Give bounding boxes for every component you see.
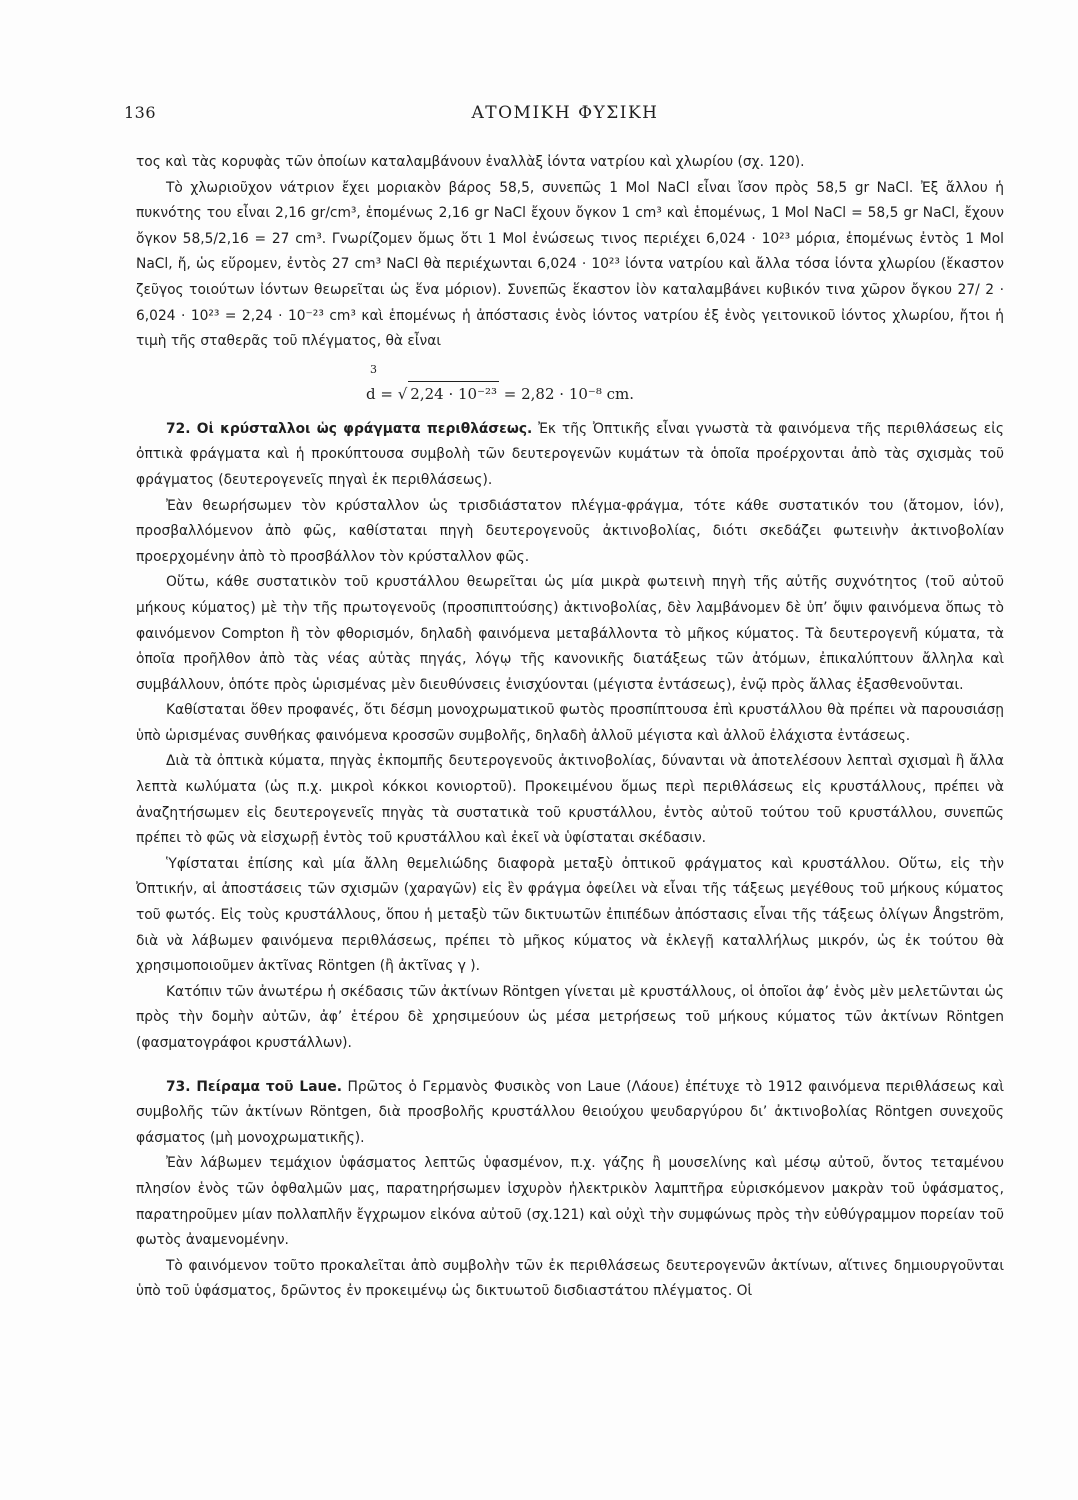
paragraph: Τὸ φαινόμενον τοῦτο προκαλεῖται ἀπὸ συμβολὴν τῶν ἐκ περιθλάσεως δευτερογενῶν ἀκτίνων, αἵτινες δημιουργοῦνται ὑπὸ τοῦ ὑφάσματος, δρῶντος ἐν προκειμένῳ ὡς δικτυωτοῦ δισδιαστάτου πλέγματος. Οἱ [136, 1257, 1004, 1300]
formula-rhs: = 2,82 · 10⁻⁸ cm. [499, 384, 635, 403]
paragraph: Καθίσταται ὅθεν προφανές, ὅτι δέσμη μονοχρωματικοῦ φωτὸς προσπίπτουσα ἐπὶ κρυστάλλου θὰ πρέπει νὰ παρουσιάσῃ ὑπὸ ὡρισμένας συνθήκας φαινόμενα κροσσῶν συμβολῆς, δηλαδὴ ἀλλοῦ μέγιστα καὶ ἀλλοῦ ἐλάχιστα ἐντάσεως. [136, 702, 1004, 744]
formula-lhs: d = [366, 384, 398, 403]
section-72-heading: 72. Οἱ κρύσταλλοι ὡς φράγματα περιθλάσεως. [166, 420, 533, 437]
section-73-heading: 73. Πείραμα τοῦ Laue. [166, 1078, 342, 1095]
section-72-intro: Ἐκ τῆς Ὀπτικῆς εἶναι γνωστὰ τὰ φαινόμενα τῆς περιθλάσεως εἰς ὀπτικὰ φράγματα καὶ ἡ προκύπτουσα συμβολὴ τῶν δευτερογενῶν κυμάτων τὰ ὁποῖα προέρχονται ἀπὸ τὰς σχισμὰς τοῦ φράγματος (δευτερογενεῖς πηγαὶ ἐκ περιθλάσεως). [136, 420, 1004, 488]
paragraph: Οὕτω, κάθε συστατικὸν τοῦ κρυστάλλου θεωρεῖται ὡς μία μικρὰ φωτεινὴ πηγὴ τῆς αὐτῆς συχνότητος (τοῦ αὐτοῦ μήκους κύματος) μὲ τὴν τῆς πρωτογενοῦς (προσπιπτούσης) ἀκτινοβολίας, δὲν λαμβάνομεν δὲ ὑπ’ ὄψιν φαινόμενα ὅπως τὸ φαινόμενον Compton ἢ τὸν φθορισμόν, δηλαδὴ φαινόμενα μεταβάλλοντα τὸ μῆκος κύματος. Τὰ δευτερογενῆ κύματα, τὰ ὁποῖα προῆλθον ἀπὸ τὰς νέας αὐτὰς πηγάς, λόγῳ τῆς κανονικῆς διατάξεως τῶν ἀτόμων, ἐπικαλύπτουν ἄλληλα καὶ συμβάλλουν, ὁπότε πρὸς ὡρισμένας μὲν διευθύνσεις ἐνισχύονται (μέγιστα ἐντάσεως), ἐνῷ πρὸς ἄλλας ἐξασθενοῦνται. [136, 574, 1004, 693]
paragraph-continuation: τος καὶ τὰς κορυφὰς τῶν ὁποίων καταλαμβάνουν ἐναλλὰξ ἰόντα νατρίου καὶ χλωρίου (σχ. 120). [136, 154, 805, 170]
formula-expression [366, 381, 634, 408]
radical-sign: √ [397, 384, 408, 403]
root-index: 3 [370, 362, 377, 376]
paragraph: Ἐὰν θεωρήσωμεν τὸν κρύσταλλον ὡς τρισδιάστατον πλέγμα-φράγμα, τότε κάθε συστατικόν του (ἄτομον, ἰόν), προσβαλλόμενον ἀπὸ φῶς, καθίσταται πηγὴ δευτερογενοῦς ἀκτινοβολίας, διότι σκεδάζει φωτεινὴν ἀκτινοβολίαν προερχομένην ἀπὸ τὸ προσβάλλον τὸν κρύσταλλον φῶς. [136, 497, 1004, 565]
lattice-constant-formula [136, 355, 1004, 417]
paragraph-nacl-calculation: Τὸ χλωριοῦχον νάτριον ἔχει μοριακὸν βάρος 58,5, συνεπῶς 1 Mol NaCl εἶναι ἴσον πρὸς 58,5 gr NaCl. Ἐξ ἄλλου ἡ πυκνότης του εἶναι 2,16 gr/cm³, ἑπομένως 2,16 gr NaCl ἔχουν ὄγκον 1 cm³ καὶ ἑπομένως, 1 Mol NaCl = 58,5 gr NaCl, ἔχουν ὄγκον 58,5/2,16 = 27 cm³. Γνωρίζομεν ὅμως ὅτι 1 Mol ἐνώσεως τινος περιέχει 6,024 · 10²³ μόρια, ἑπομένως ἐντὸς 1 Mol NaCl, ἤ, ὡς εὕρομεν, ἐντὸς 27 cm³ NaCl θὰ περιέχωνται 6,024 · 10²³ ἰόντα νατρίου καὶ ἄλλα τόσα ἰόντα χλωρίου (ἕκαστον ζεῦγος τοιούτων ἰόντων θεωρεῖται ὡς ἕνα μόριον). Συνεπῶς ἕκαστον ἰὸν καταλαμβάνει κυβικόν τινα χῶρον ὄγκου 27/ 2 · 6,024 · 10²³ = 2,24 · 10⁻²³ cm³ καὶ ἑπομένως ἡ ἀπόστασις ἑνὸς ἰόντος νατρίου ἐξ ἑνὸς γειτονικοῦ ἰόντος χλωρίου, ἤτοι ἡ τιμὴ τῆς σταθερᾶς τοῦ πλέγματος, θὰ εἶναι [136, 179, 1004, 350]
formula-radicand: 2,24 · 10⁻²³ [408, 381, 499, 408]
page-number: 136 [124, 103, 157, 122]
running-title: ΑΤΟΜΙΚΗ ΦΥΣΙΚΗ [471, 103, 659, 123]
section-72-paragraph [136, 417, 1004, 494]
section-spacer [136, 1057, 1004, 1075]
paragraph: Διὰ τὰ ὀπτικὰ κύματα, πηγὰς ἐκπομπῆς δευτερογενοῦς ἀκτινοβολίας, δύνανται νὰ ἀποτελέσουν λεπταὶ σχισμαὶ ἢ ἄλλα λεπτὰ κωλύματα (ὡς π.χ. μικροὶ κόκκοι κονιορτοῦ). Προκειμένου ὅμως περὶ περιθλάσεως εἰς κρυστάλλους, πρέπει νὰ ἀναζητήσωμεν εἰς δευτερογενεῖς πηγὰς τὰ συστατικὰ τοῦ κρυστάλλου, ἐντὸς αὐτοῦ τούτου τοῦ κρυστάλλου, συνεπῶς πρέπει τὸ φῶς νὰ εἰσχωρῇ ἐντὸς τοῦ κρυστάλλου καὶ ἐκεῖ νὰ ὑφίσταται σκέδασιν. [136, 753, 1004, 847]
section-73-paragraph [136, 1075, 1004, 1152]
page-header [124, 103, 1006, 127]
paragraph: Ἐὰν λάβωμεν τεμάχιον ὑφάσματος λεπτῶς ὑφασμένον, π.χ. γάζης ἢ μουσελίνης καὶ μέσῳ αὐτοῦ, ὄντος τεταμένου πλησίον ἑνὸς τῶν ὀφθαλμῶν μας, παρατηρήσωμεν ἰσχυρὸν ἠλεκτρικὸν λαμπτῆρα εὑρισκόμενον μακρὰν τοῦ ὑφάσματος, παρατηροῦμεν μίαν πολλαπλῆν ἔγχρωμον εἰκόνα αὐτοῦ (σχ.121) καὶ οὐχὶ τὴν συμφώνως πρὸς τὴν εὐθύγραμμον πορείαν τοῦ φωτὸς ἀναμενομένην. [136, 1155, 1004, 1249]
paragraph: Κατόπιν τῶν ἀνωτέρω ἡ σκέδασις τῶν ἀκτίνων Röntgen γίνεται μὲ κρυστάλλους, οἱ ὁποῖοι ἀφ’ ἑνὸς μὲν μελετῶνται ὡς πρὸς τὴν δομὴν αὐτῶν, ἀφ’ ἑτέρου δὲ χρησιμεύουν ὡς μέσα μετρήσεως τοῦ μήκους κύματος τῶν ἀκτίνων Röntgen (φασματογράφοι κρυστάλλων). [136, 983, 1004, 1051]
paragraph: Ὑφίσταται ἐπίσης καὶ μία ἄλλη θεμελιώδης διαφορὰ μεταξὺ ὀπτικοῦ φράγματος καὶ κρυστάλλου. Οὕτω, εἰς τὴν Ὀπτικήν, αἱ ἀποστάσεις τῶν σχισμῶν (χαραγῶν) εἰς ἓν φράγμα ὀφείλει νὰ εἶναι τῆς τάξεως μεγέθους τοῦ μήκους κύματος τοῦ φωτός. Εἰς τοὺς κρυστάλλους, ὅπου ἡ μεταξὺ τῶν δικτυωτῶν ἐπιπέδων ἀπόστασις εἶναι τῆς τάξεως ὀλίγων Ångström, διὰ νὰ λάβωμεν φαινόμενα περιθλάσεως, πρέπει τὸ μῆκος κύματος νὰ ἐκλεγῇ καταλλήλως μικρόν, ὡς ἐκ τούτου θὰ χρησιμοποιοῦμεν ἀκτῖνας Röntgen (ἢ ἀκτῖνας γ ). [136, 855, 1004, 975]
section-73-intro: Πρῶτος ὁ Γερμανὸς Φυσικὸς von Laue (Λάουε) ἐπέτυχε τὸ 1912 φαινόμενα περιθλάσεως καὶ συμβολῆς τῶν ἀκτίνων Röntgen, διὰ προσβολῆς κρυστάλλου θειούχου ψευδαργύρου δι’ ἀκτινοβολίας Röntgen συνεχοῦς φάσματος (μὴ μονοχρωματικῆς). [136, 1078, 1005, 1146]
page-body [136, 150, 1004, 1305]
